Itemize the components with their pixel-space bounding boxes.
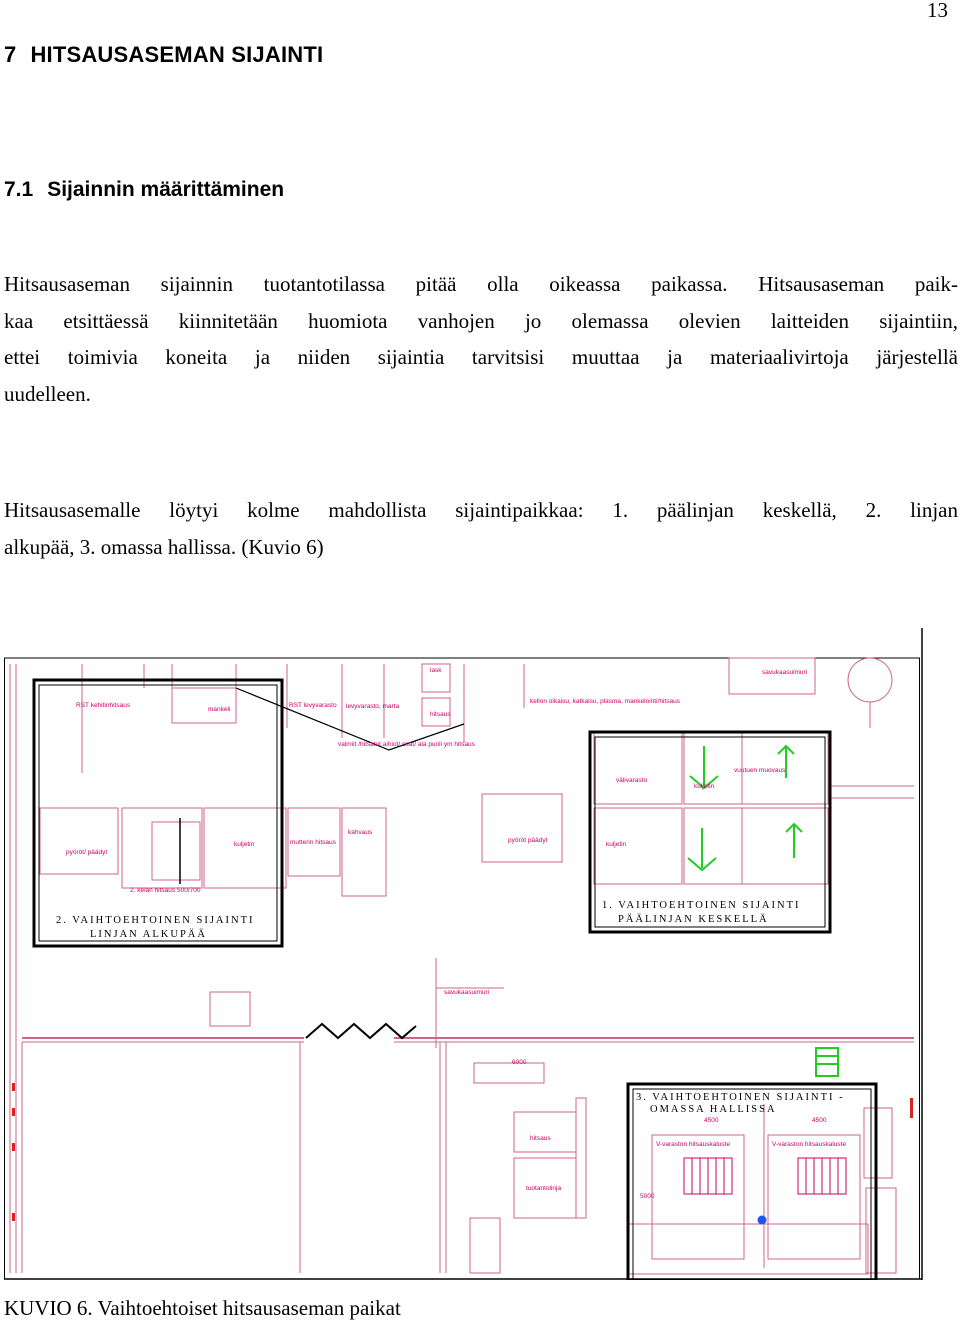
- plan-label: RST kehitinhitsaus: [76, 702, 131, 709]
- plan-label: tuotantolinja: [526, 1185, 562, 1192]
- section-number: 7.1: [4, 178, 34, 201]
- alternative-label-line: LINJAN ALKUPÄÄ: [90, 929, 207, 940]
- green-markers: [688, 746, 838, 1076]
- plan-label: kellon oikaisu, katkaisu, plasma, mankelointi/hitsaus: [530, 698, 680, 705]
- paragraph-line: alkupää, 3. omassa hallissa. (Kuvio 6): [4, 534, 324, 559]
- paragraph-line: kaa etsittäessä kiinnitetään huomiota vanhojen jo olemassa olevien laitteiden sijaintiin,: [4, 308, 958, 333]
- plan-label: hitsaus: [430, 711, 451, 718]
- plan-label: V-varaston hitsauskaluste: [656, 1141, 731, 1148]
- dimension-label: 6000: [512, 1059, 527, 1066]
- alternative-1-label: [602, 900, 801, 925]
- page-number: 13: [927, 0, 948, 22]
- paragraph-line: ettei toimivia koneita ja niiden sijaintia tarvitsisi muuttaa ja materiaalivirtoja järjestellä: [4, 345, 958, 369]
- plan-label: lask: [430, 667, 442, 674]
- alternative-label-line: 2. VAIHTOEHTOINEN SIJAINTI: [56, 915, 255, 926]
- alternative-label-line: 1. VAIHTOEHTOINEN SIJAINTI: [602, 900, 801, 911]
- paragraph-line: Hitsausaseman sijainnin tuotantotilassa pitää olla oikeassa paikassa. Hitsausaseman paik-: [4, 272, 958, 296]
- plan-label: levyvarasto, marta: [346, 703, 400, 710]
- alternative-2-box: [34, 680, 282, 946]
- plan-label: pyöröt/ päädyt: [66, 849, 108, 856]
- chapter-heading: [4, 42, 323, 68]
- chapter-number: 7: [4, 42, 17, 67]
- plan-label: kuljetin: [694, 783, 715, 790]
- floor-plan-figure: [4, 628, 924, 1280]
- plan-label: valmiit /hitsatut aihiot/ osat/ ala puoli ym hitsaus: [338, 741, 475, 748]
- plan-label: mankeli: [208, 706, 231, 713]
- plan-label: kahvaus: [348, 829, 373, 836]
- plan-label: 2. kelan hitsaus 500/700: [130, 887, 201, 894]
- plan-label: savukaasuimuri: [762, 669, 808, 676]
- dimension-label: 4500: [704, 1117, 719, 1124]
- alternative-label-line: 3. VAIHTOEHTOINEN SIJAINTI -: [636, 1092, 845, 1103]
- section-heading: [4, 178, 284, 202]
- paragraph-line: uudelleen.: [4, 381, 91, 406]
- plan-label: vuutuen muovaus: [734, 767, 786, 774]
- plan-label: pyöröt päädyt: [508, 837, 548, 844]
- zigzag-wall: [306, 1024, 416, 1038]
- red-marks: [12, 1083, 913, 1221]
- paragraph-1: [4, 266, 958, 412]
- welding-fixtures: [684, 1158, 846, 1224]
- alternative-2-label: [56, 915, 255, 940]
- plan-label: V-varaston hitsauskaluste: [772, 1141, 847, 1148]
- plan-label: kuljetin: [606, 841, 627, 848]
- plan-label: kuljetin: [234, 841, 255, 848]
- dimension-label: 5000: [640, 1193, 655, 1200]
- plan-label: mutterin hitsaus: [290, 839, 336, 846]
- plan-label: RST levyvarasto: [289, 702, 337, 709]
- section-title: Sijainnin määrittäminen: [47, 178, 285, 201]
- alternative-label-line: OMASSA HALLISSA: [650, 1104, 777, 1115]
- alternative-label-line: PÄÄLINJAN KESKELLÄ: [618, 914, 769, 925]
- floor-plan-drawing: [4, 628, 924, 1280]
- plan-geometry: [10, 658, 914, 1274]
- plan-label: hitsaus: [530, 1135, 551, 1142]
- plan-label: savukaasuimuri: [444, 989, 490, 996]
- plan-label: välivarasto: [616, 777, 648, 784]
- dimension-label: 4500: [812, 1117, 827, 1124]
- alternative-3-label: [636, 1092, 845, 1115]
- paragraph-line: Hitsausasemalle löytyi kolme mahdollista sijaintipaikkaa: 1. päälinjan keskellä, 2. linjan: [4, 498, 958, 522]
- chapter-title: HITSAUSASEMAN SIJAINTI: [30, 42, 324, 67]
- figure-caption: KUVIO 6. Vaihtoehtoiset hitsausaseman paikat: [4, 1296, 401, 1320]
- paragraph-2: [4, 492, 958, 565]
